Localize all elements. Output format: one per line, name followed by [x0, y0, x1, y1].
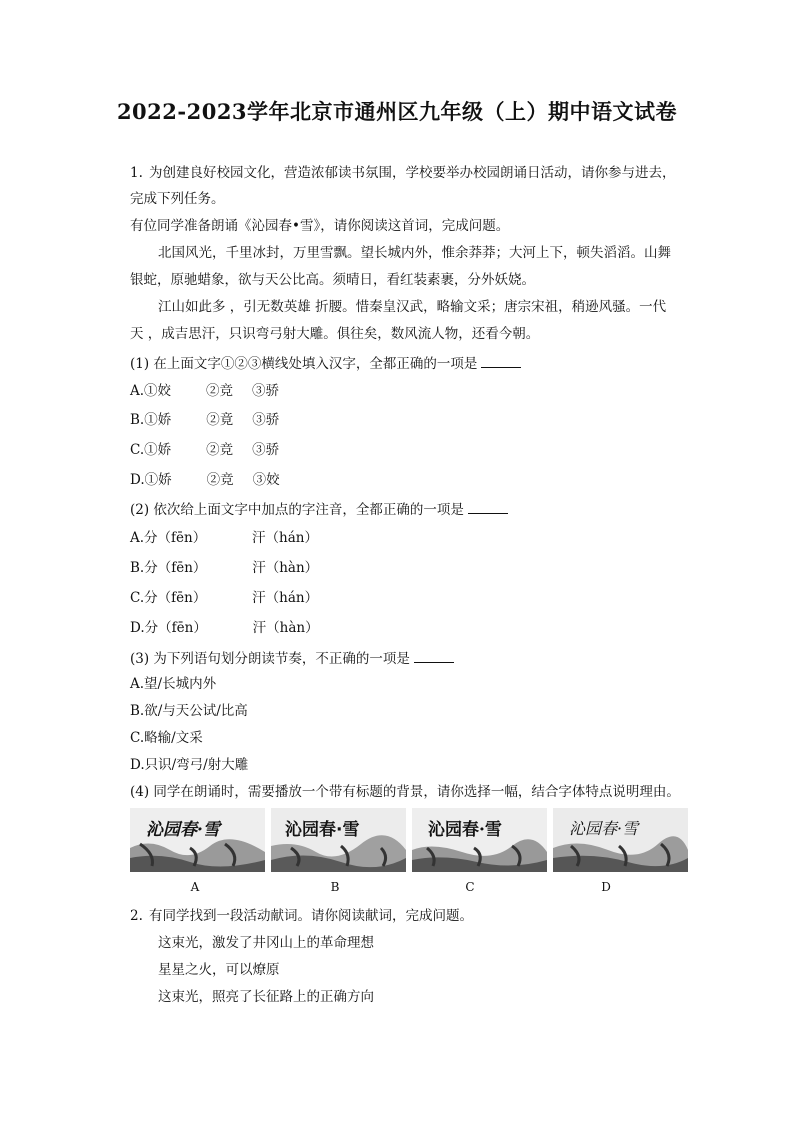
poem-line1: 北国风光，千里冰封，万里雪飘。望长城内外，惟余莽莽；大河上下，顿失滔滔。山舞 — [158, 245, 671, 261]
poem-line2: 银蛇，原驰蜡象，欲与天公比高。须晴日，看红装素裹，分外妖娆。 — [130, 272, 535, 288]
sub1-stem: (1) 在上面文字①②③横线处填入汉字，全都正确的一项是 — [130, 353, 521, 374]
q1-intro-line1: 1. 为创建良好校园文化，营造浓郁读书氛围，学校要举办校园朗诵日活动，请你参与进去， — [130, 165, 676, 181]
sub1-option-c: C.①娇 ②竞 ③骄 — [130, 442, 280, 458]
sub1-option-a: A.①姣 ②竞 ③骄 — [130, 383, 280, 399]
q2-intro: 2. 有同学找到一段活动献词。请你阅读献词，完成问题。 — [130, 908, 473, 924]
sub2-option-b: B.分（fēn） 汗（hàn） — [130, 560, 319, 576]
sub2-option-a: A.分（fēn） 汗（hán） — [130, 530, 318, 546]
sub2-option-c: C.分（fēn） 汗（hán） — [130, 590, 319, 606]
sub3-option-a: A.望/长城内外 — [130, 676, 217, 692]
sub3-option-b: B.欲/与天公试/比高 — [130, 703, 248, 719]
image-label-d: D — [601, 880, 611, 894]
sub1-option-d: D.①娇 ②竞 ③姣 — [130, 472, 280, 488]
sub1-option-b: B.①娇 ②竟 ③骄 — [130, 412, 280, 428]
sub2-option-d: D.分（fēn） 汗（hàn） — [130, 620, 319, 636]
calligraphy-image-row — [130, 808, 680, 874]
q2-line2: 星星之火，可以燎原 — [158, 962, 280, 978]
calligraphy-image-b — [271, 808, 406, 872]
sub3-option-d: D.只识/弯弓/射大雕 — [130, 757, 249, 773]
answer-blank[interactable] — [468, 499, 508, 514]
svg-text:沁园春·雪: 沁园春·雪 — [569, 819, 639, 838]
sub2-stem: (2) 依次给上面文字中加点的字注音，全都正确的一项是 — [130, 499, 508, 520]
q2-line1: 这束光，激发了井冈山上的革命理想 — [158, 935, 374, 951]
sub3-option-c: C.略输/文采 — [130, 730, 203, 746]
sub4-stem: (4) 同学在朗诵时，需要播放一个带有标题的背景，请你选择一幅，结合字体特点说明理由。 — [130, 784, 680, 800]
page-title: 2022-2023学年北京市通州区九年级（上）期中语文试卷 — [116, 99, 678, 124]
answer-blank[interactable] — [414, 648, 454, 663]
q2-number: 2. — [130, 908, 143, 924]
q1-intro-line2: 完成下列任务。 — [130, 191, 225, 207]
svg-text:沁园春·雪: 沁园春·雪 — [428, 820, 502, 840]
sub3-stem: (3) 为下列语句划分朗读节奏，不正确的一项是 — [130, 648, 454, 669]
q1-number: 1. — [130, 165, 143, 181]
calligraphy-image-a — [130, 808, 265, 872]
q2-line3: 这束光，照亮了长征路上的正确方向 — [158, 989, 374, 1005]
q1-intro-line3: 有位同学准备朗诵《沁园春•雪》，请你阅读这首词，完成问题。 — [130, 218, 510, 234]
image-label-a: A — [190, 880, 200, 894]
answer-blank[interactable] — [481, 353, 521, 368]
svg-text:沁园春·雪: 沁园春·雪 — [146, 820, 220, 840]
svg-text:沁园春·雪: 沁园春·雪 — [285, 820, 360, 840]
image-label-b: B — [330, 880, 340, 894]
poem-line4: 天 ，成吉思汗，只识弯弓射大雕。俱往矣，数风流人物，还看今朝。 — [130, 326, 540, 342]
poem-line3: 江山如此多 ，引无数英雄 折腰。惜秦皇汉武，略输文采；唐宗宋祖，稍逊风骚。一代 — [158, 299, 667, 315]
image-label-c: C — [465, 880, 475, 894]
calligraphy-image-c — [412, 808, 547, 872]
calligraphy-image-d — [553, 808, 688, 872]
